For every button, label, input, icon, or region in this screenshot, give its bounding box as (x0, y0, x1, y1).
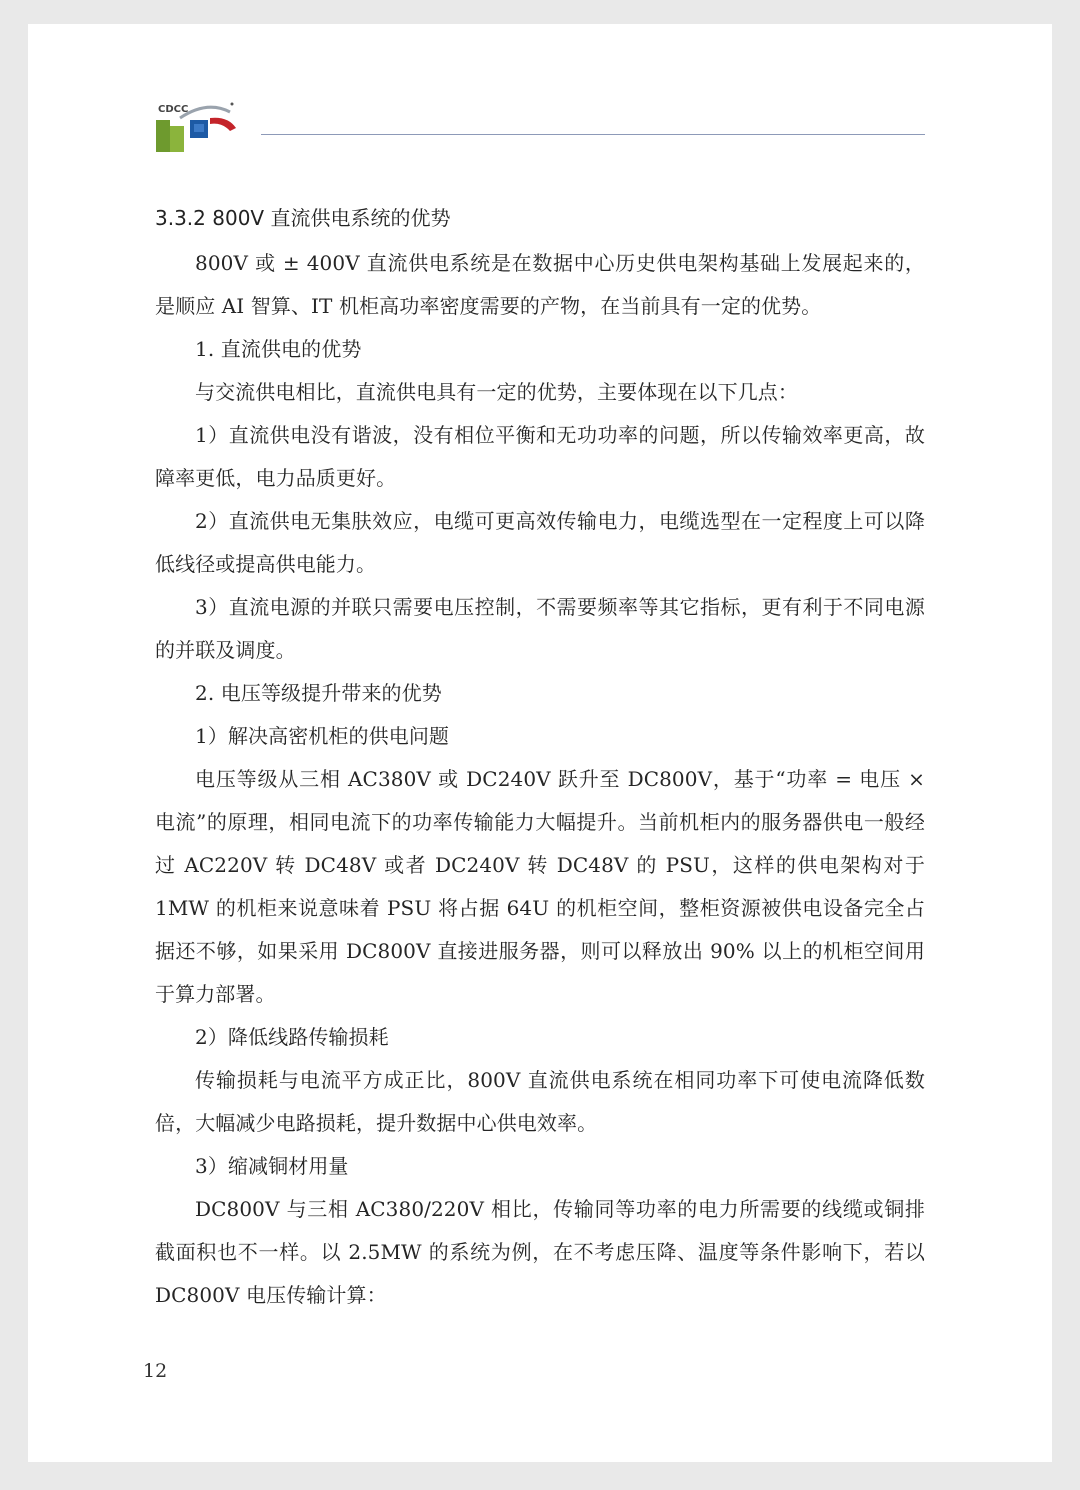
cdcc-logo (152, 98, 244, 160)
paragraph: 800V 或 ± 400V 直流供电系统是在数据中心历史供电架构基础上发展起来的，是顺应 AI 智算、IT 机柜高功率密度需要的产物，在当前具有一定的优势。 (155, 251, 925, 318)
list-item: 2）直流供电无集肤效应，电缆可更高效传输电力，电缆选型在一定程度上可以降低线径或提高供电能力。 (155, 509, 925, 576)
page-number: 12 (143, 1360, 168, 1382)
paragraph: 传输损耗与电流平方成正比，800V 直流供电系统在相同功率下可使电流降低数倍，大幅减少电路损耗，提升数据中心供电效率。 (155, 1068, 925, 1135)
subheading-dc-advantages: 1. 直流供电的优势 (195, 337, 362, 361)
list-item: 1）直流供电没有谐波，没有相位平衡和无功功率的问题，所以传输效率更高，故障率更低，电力品质更好。 (155, 423, 925, 490)
paragraph: 电压等级从三相 AC380V 或 DC240V 跃升至 DC800V，基于“功率 = 电压 × 电流”的原理，相同电流下的功率传输能力大幅提升。当前机柜内的服务器供电一般经过 AC220V 转 DC48V 或者 DC240V 转 DC48V 的 PSU，这样的供电架构对于 1MW 的机柜来说意味着 PSU 将占据 64U 的机柜空间，整柜资源被供电设备完全占据还不够，如果采用 DC800V 直接进服务器，则可以释放出 90% 以上的机柜空间用于算力部署。 (155, 767, 925, 1006)
header-divider (261, 134, 925, 135)
subheading-voltage-advantages: 2. 电压等级提升带来的优势 (195, 681, 442, 705)
logo-text: CDCC (158, 104, 189, 115)
list-item-heading: 1）解决高密机柜的供电问题 (195, 724, 450, 748)
list-item-heading: 3）缩减铜材用量 (195, 1154, 349, 1178)
paragraph: DC800V 与三相 AC380/220V 相比，传输同等功率的电力所需要的线缆或铜排截面积也不一样。以 2.5MW 的系统为例，在不考虑压降、温度等条件影响下，若以 DC800V 电压传输计算： (155, 1197, 925, 1307)
cdcc-logo-icon (152, 98, 244, 160)
paragraph: 与交流供电相比，直流供电具有一定的优势，主要体现在以下几点： (195, 380, 798, 404)
document-page (28, 24, 1052, 1462)
section-content (155, 200, 925, 1317)
list-item: 3）直流电源的并联只需要电压控制，不需要频率等其它指标，更有利于不同电源的并联及调度。 (155, 595, 925, 662)
list-item-heading: 2）降低线路传输损耗 (195, 1025, 389, 1049)
section-heading: 3.3.2 800V 直流供电系统的优势 (155, 206, 451, 230)
